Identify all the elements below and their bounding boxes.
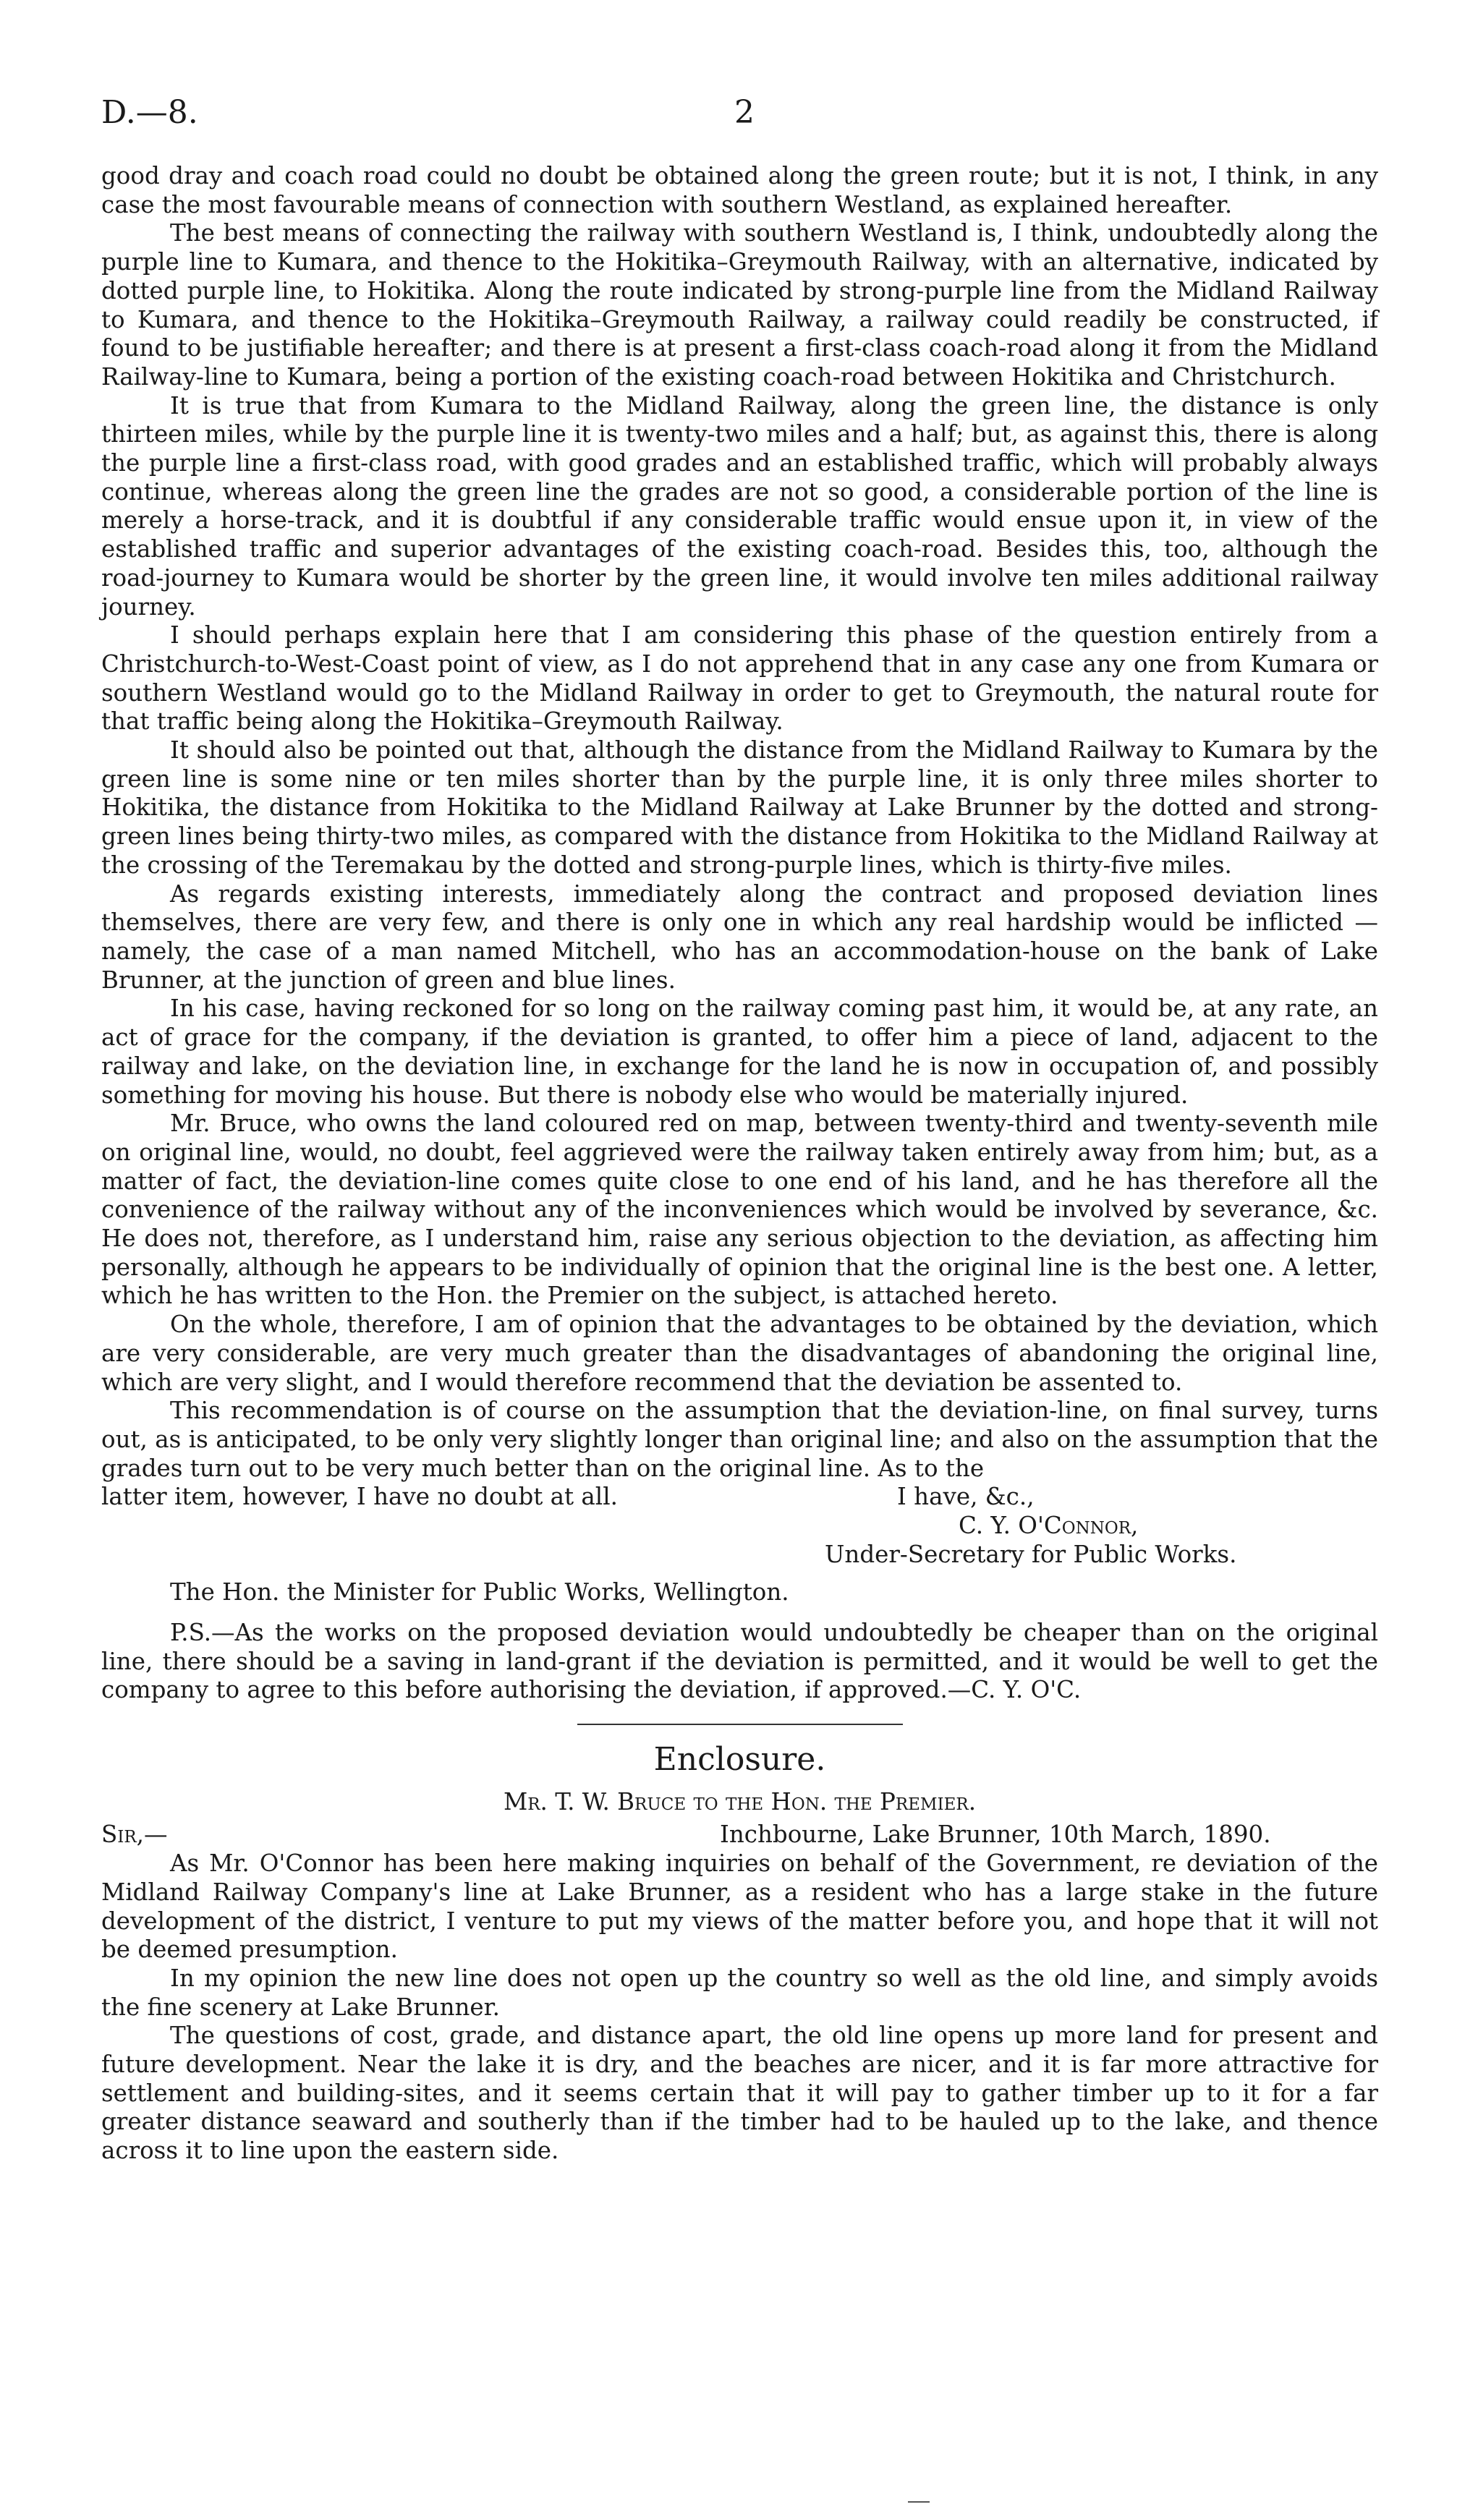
addressee: The Hon. the Minister for Public Works, Wellington. [170,1578,789,1606]
paragraph: It is true that from Kumara to the Midland Railway, along the green line, the distance is only thirteen miles, while by the purple line it is twenty-two miles and a half; but, as against this, there is along the purple line a first-class road, with good grades and an established traffic, which will probably always continue, whereas along the green line the grades are not so good, a considerable portion of the line is merely a horse-track, and it is doubtful if any considerable traffic would ensue upon it, in view of the established traffic and superior advantages of the existing coach-road. Besides this, too, although the road-journey to Kumara would be shorter by the green line, it would involve ten miles additional railway journey. [101,391,1378,621]
salutation-row [101,1821,1378,1849]
paragraph: As regards existing interests, immediately along the contract and proposed deviation lines themselves, there are very few, and there is only one in which any real hardship would be inflicted —namely, the case of a man named Mitchell, who has an accommodation-house on the bank of Lake Brunner, at the junction of green and blue lines. [101,880,1378,994]
signatory-title: Under-Secretary for Public Works. [825,1541,1237,1569]
paragraph: In his case, having reckoned for so long on the railway coming past him, it would be, at any rate, an act of grace for the company, if the deviation is granted, to offer him a piece of land, adjacent to the railway and lake, on the deviation line, in exchange for the land he is now in occupation of, and possibly something for moving his house. But there is nobody else who would be materially injured. [101,995,1378,1109]
paragraph: It should also be pointed out that, although the distance from the Midland Railway to Kumara by the green line is some nine or ten miles shorter than by the purple line, it is only three miles shorter to Hokitika, the distance from Hokitika to the Midland Railway at Lake Brunner by the dotted and strong-green lines being thirty-two miles, as compared with the distance from Hokitika to the Midland Railway at the crossing of the Teremakau by the dotted and strong-purple lines, which is thirty-five miles. [101,736,1378,879]
enclosure-paragraph: As Mr. O'Connor has been here making inquiries on behalf of the Government, re deviation of the Midland Railway Company's line at Lake Brunner, as a resident who has a large stake in the future development of the district, I venture to put my views of the matter before you, and hope that it will not be deemed presumption. [101,1849,1378,1964]
closing: I have, &c., [897,1483,1035,1511]
enclosure-title: Enclosure. [653,1741,826,1779]
letter-body [101,162,1378,2166]
paragraph: On the whole, therefore, I am of opinion that the advantages to be obtained by the deviation, which are very considerable, are very much greater than the disadvantages of abandoning the original line, which are very slight, and I would therefore recommend that the deviation be assented to. [101,1311,1378,1396]
enclosure-paragraph: The questions of cost, grade, and distance apart, the old line opens up more land for present and future development. Near the lake it is dry, and the beaches are nicer, and it is far more attractive for settlement and building-sites, and it seems certain that it will pay to gather timber up to it for a far greater distance seaward and southerly than if the timber had to be hauled up to the lake, and thence across it to line upon the eastern side. [101,2022,1378,2165]
section-divider [577,1724,903,1725]
end-mark [908,2501,930,2503]
paragraph: This recommendation is of course on the assumption that the deviation-line, on final survey, turns out, as is anticipated, to be only very slightly longer than original line; and also on the assumption that the grades turn out to be very much better than on the original line. As to the [101,1397,1378,1482]
salutation: Sir,— [101,1821,168,1849]
signatory: C. Y. O'Connor, [959,1512,1139,1540]
paragraph: The best means of connecting the railway with southern Westland is, I think, undoubtedly along the purple line to Kumara, and thence to the Hokitika–Greymouth Railway, with an alternative, indicated by dotted purple line, to Hokitika. Along the route indicated by strong-purple line from the Midland Railway to Kumara, and thence to the Hokitika–Greymouth Railway, a railway could readily be constructed, if found to be justifiable hereafter; and there is at present a first-class coach-road along it from the Midland Railway-line to Kumara, being a portion of the existing coach-road between Hokitika and Christchurch. [101,219,1378,391]
place-date: Inchbourne, Lake Brunner, 10th March, 1890. [720,1821,1271,1849]
document-reference: D.—8. [101,94,198,131]
paragraph: I should perhaps explain here that I am considering this phase of the question entirely from a Christchurch-to-West-Coast point of view, as I do not apprehend that in any case any one from Kumara or southern Westland would go to the Midland Railway in order to get to Greymouth, the natural route for that traffic being along the Hokitika–Greymouth Railway. [101,621,1378,736]
paragraph: Mr. Bruce, who owns the land coloured red on map, between twenty-third and twenty-seventh mile on original line, would, no doubt, feel aggrieved were the railway taken entirely away from him; but, as a matter of fact, the deviation-line comes quite close to one end of his land, and he has therefore all the convenience of the railway without any of the inconveniences which would be involved by severance, &c. He does not, therefore, as I understand him, raise any serious objection to the deviation, as affecting him personally, although he appears to be individually of opinion that the original line is the best one. A letter, which he has written to the Hon. the Premier on the subject, is attached hereto. [101,1110,1378,1310]
page-number: 2 [734,94,755,131]
enclosure-subtitle: Mr. T. W. Bruce to the Hon. the Premier. [503,1788,977,1816]
paragraph: good dray and coach road could no doubt be obtained along the green route; but it is not, I think, in any case the most favourable means of connection with southern Westland, as explained hereafter. [101,162,1378,218]
postscript: P.S.—As the works on the proposed deviation would undoubtedly be cheaper than on the original line, there should be a saving in land-grant if the deviation is permitted, and it would be well to get the company to agree to this before authorising the deviation, if approved.—C. Y. O'C. [101,1619,1378,1704]
last-line: latter item, however, I have no doubt at all. [101,1483,618,1511]
closing-row [101,1483,1378,1512]
enclosure-paragraph: In my opinion the new line does not open up the country so well as the old line, and simply avoids the fine scenery at Lake Brunner. [101,1964,1378,2021]
